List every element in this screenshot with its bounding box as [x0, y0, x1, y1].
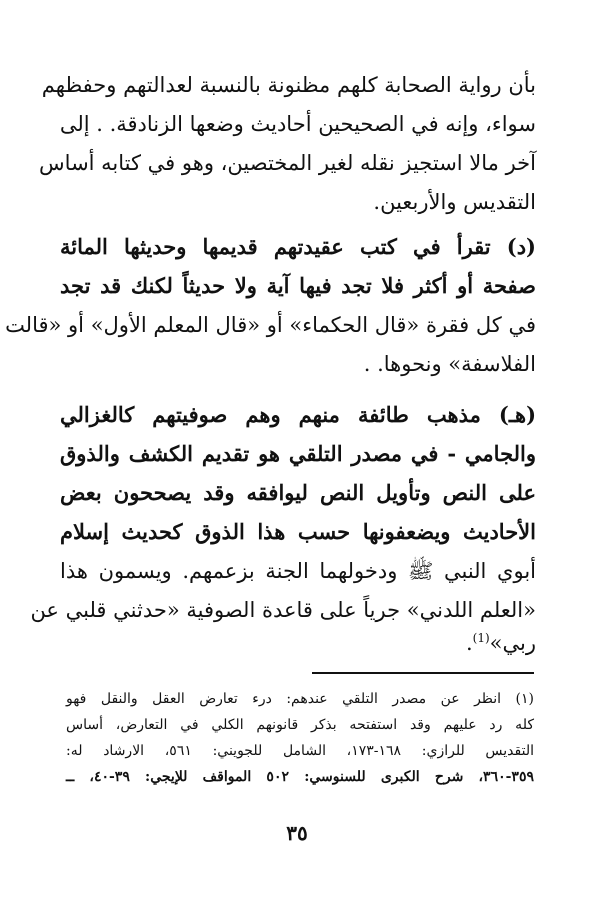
body-line: على النص وتأويل النص ليوافقه وقد يصححون بعض — [60, 480, 536, 505]
footnote-separator — [312, 672, 534, 674]
body-line: (د) تقرأ في كتب عقيدتهم قديمها وحديثها المائة — [60, 234, 536, 259]
body-line: في كل فقرة «قال الحكماء» أو «قال المعلم الأول» أو «قالت — [5, 313, 536, 337]
period: . — [465, 631, 473, 655]
page-number: ٣٥ — [286, 821, 308, 845]
body-line-final — [60, 624, 536, 664]
body-line: الأحاديث ويضعفونها حسب هذا الذوق كحديث إسلام — [60, 519, 536, 544]
body-line: صفحة أو أكثر فلا تجد فيها آية ولا حديثاً لكنك قد تجد — [60, 273, 536, 298]
footnote-line: ٣٥٩-٣٦٠، شرح الكبرى للسنوسي: ٥٠٢ المواقف للإيجي: ٣٩-٤٠، ــ — [66, 769, 534, 785]
body-line-text: ربي» — [489, 631, 536, 655]
footnote-line: (١) انظر عن مصدر التلقي عندهم: درء تعارض العقل والنقل فهو — [66, 691, 534, 707]
body-line: آخر مالا استجيز نقله لغير المختصين، وهو في كتابه أساس — [39, 151, 536, 175]
body-line: والجامي - في مصدر التلقي هو تقديم الكشف والذوق — [60, 441, 536, 466]
body-line: الفلاسفة» ونحوها. . — [363, 352, 536, 376]
body-line: أبوي النبي ﷺ ودخولهما الجنة بزعمهم. ويسمون هذا — [60, 559, 536, 583]
body-line: التقديس والأربعين. — [373, 190, 536, 214]
footnote-line: كله رد عليهم وقد استفتحه بذكر قانونهم الكلي في التعارض، أساس — [66, 717, 534, 733]
body-line: بأن رواية الصحابة كلهم مظنونة بالنسبة لعدالتهم وحفظهم — [41, 73, 536, 97]
body-line: (هـ) مذهب طائفة منهم وهم صوفيتهم كالغزالي — [60, 402, 536, 427]
body-line: سواء، وإنه في الصحيحين أحاديث وضعها الزنادقة. . إلى — [59, 112, 536, 136]
footnote-line: التقديس للرازي: ١٦٨-١٧٣، الشامل للجويني: ٥٦١، الارشاد له: — [66, 743, 534, 759]
body-line: «العلم اللدني» جرياً على قاعدة الصوفية «حدثني قلبي عن — [30, 598, 536, 622]
footnote-reference[interactable]: (1) — [472, 631, 490, 645]
